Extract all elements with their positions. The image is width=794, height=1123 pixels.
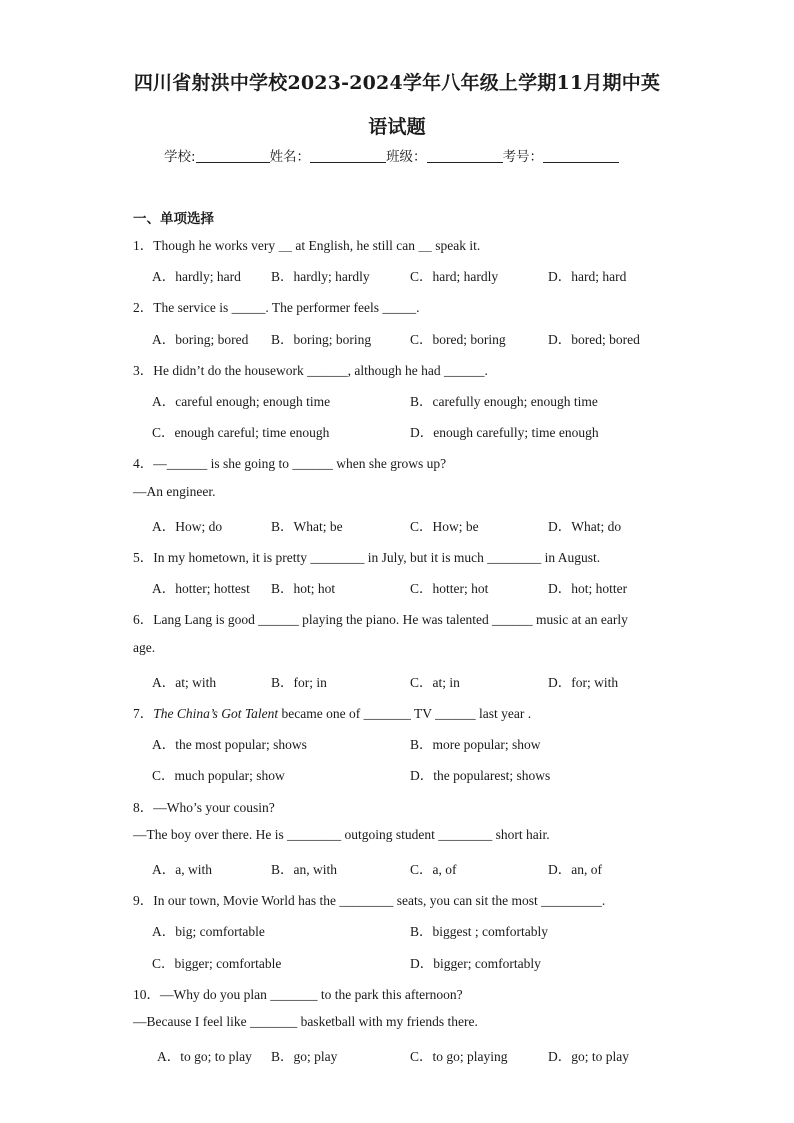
question-5-option-c: C．hotter; hot (410, 581, 489, 596)
question-2-option-a: A．boring; bored (152, 332, 249, 347)
question-5-option-b: B．hot; hot (271, 581, 336, 596)
name-label: 姓名： (269, 149, 311, 165)
question-7-stem-rest: became one of _______ TV ______ last year . (278, 706, 532, 721)
question-4-option-a: A．How; do (152, 519, 223, 534)
question-9-option-b: B．biggest ; comfortably (410, 924, 548, 939)
question-7-option-a: A．the most popular; shows (152, 737, 307, 752)
section-heading: 一、单项选择 (133, 211, 214, 227)
question-2-option-b: B．boring; boring (271, 332, 372, 347)
question-1-stem: 1．Though he works very ＿ at English, he still can ＿ speak it. (133, 238, 481, 253)
question-10-answer-line: —Because I feel like _______ basketball with my friends there. (133, 1014, 478, 1029)
question-3-option-d: D．enough carefully; time enough (410, 425, 599, 440)
question-8-option-b: B．an, with (271, 862, 337, 877)
exam-title-line1: 四川省射洪中学校2023-2024学年八年级上学期11月期中英 (133, 72, 661, 94)
question-1-option-c: C．hard; hardly (410, 269, 499, 284)
question-6-option-d: D．for; with (548, 675, 619, 690)
question-4-stem: 4．—______ is she going to ______ when she grows up? (133, 456, 447, 471)
question-1-option-b: B．hardly; hardly (271, 269, 370, 284)
question-8-option-a: A．a, with (152, 862, 212, 877)
question-2-stem: 2．The service is _____. The performer feels _____. (133, 300, 420, 315)
question-3-stem: 3．He didn’t do the housework ______, although he had ______. (133, 363, 488, 378)
question-6-stem-continued: age. (133, 640, 156, 655)
question-7-italic-title: The China’s Got Talent (153, 706, 279, 721)
number-label: 考号： (502, 149, 544, 165)
class-label: 班级： (386, 149, 427, 165)
number-blank (543, 148, 619, 163)
question-8-stem: 8．—Who’s your cousin? (133, 800, 275, 815)
question-7-stem (133, 702, 531, 722)
question-6-option-c: C．at; in (410, 675, 460, 690)
question-6-stem: 6．Lang Lang is good ______ playing the piano. He was talented ______ music at an early (133, 612, 628, 627)
question-1-option-d: D．hard; hard (548, 269, 627, 284)
question-7-option-b: B．more popular; show (410, 737, 541, 752)
question-8-answer-line: —The boy over there. He is ________ outgoing student ________ short hair. (133, 827, 550, 842)
question-3-option-c: C．enough careful; time enough (152, 425, 330, 440)
question-10-option-b: B．go; play (271, 1049, 338, 1064)
question-4-answer-line: —An engineer. (133, 484, 216, 499)
exam-title-line2: 语试题 (368, 116, 426, 138)
question-9-option-d: D．bigger; comfortably (410, 956, 541, 971)
question-7-number: 7． (133, 706, 154, 721)
question-3-option-a: A．careful enough; enough time (152, 394, 331, 409)
question-5-stem: 5．In my hometown, it is pretty ________ in July, but it is much ________ in August. (133, 550, 601, 565)
question-4-option-d: D．What; do (548, 519, 622, 534)
question-6-option-b: B．for; in (271, 675, 327, 690)
school-label: 学校: (164, 149, 196, 165)
question-8-option-d: D．an, of (548, 862, 602, 877)
question-5-option-a: A．hotter; hottest (152, 581, 250, 596)
question-7-option-c: C．much popular; show (152, 768, 285, 783)
question-5-option-d: D．hot; hotter (548, 581, 628, 596)
question-6-option-a: A．at; with (152, 675, 217, 690)
question-4-option-c: C．How; be (410, 519, 479, 534)
question-2-option-c: C．bored; boring (410, 332, 506, 347)
name-blank (310, 148, 386, 163)
question-9-option-c: C．bigger; comfortable (152, 956, 282, 971)
question-10-option-c: C．to go; playing (410, 1049, 508, 1064)
question-10-option-d: D．go; to play (548, 1049, 629, 1064)
question-7-option-d: D．the popularest; shows (410, 768, 551, 783)
school-blank (196, 148, 270, 163)
question-1-option-a: A．hardly; hard (152, 269, 241, 284)
question-9-option-a: A．big; comfortable (152, 924, 265, 939)
question-4-option-b: B．What; be (271, 519, 343, 534)
class-blank (427, 148, 503, 163)
question-9-stem: 9．In our town, Movie World has the ________ seats, you can sit the most _________. (133, 893, 606, 908)
question-8-option-c: C．a, of (410, 862, 457, 877)
student-info-row (164, 145, 619, 165)
question-10-stem: 10．—Why do you plan _______ to the park this afternoon? (133, 987, 463, 1002)
question-3-option-b: B．carefully enough; enough time (410, 394, 598, 409)
question-10-option-a: A．to go; to play (157, 1049, 252, 1064)
question-2-option-d: D．bored; bored (548, 332, 640, 347)
